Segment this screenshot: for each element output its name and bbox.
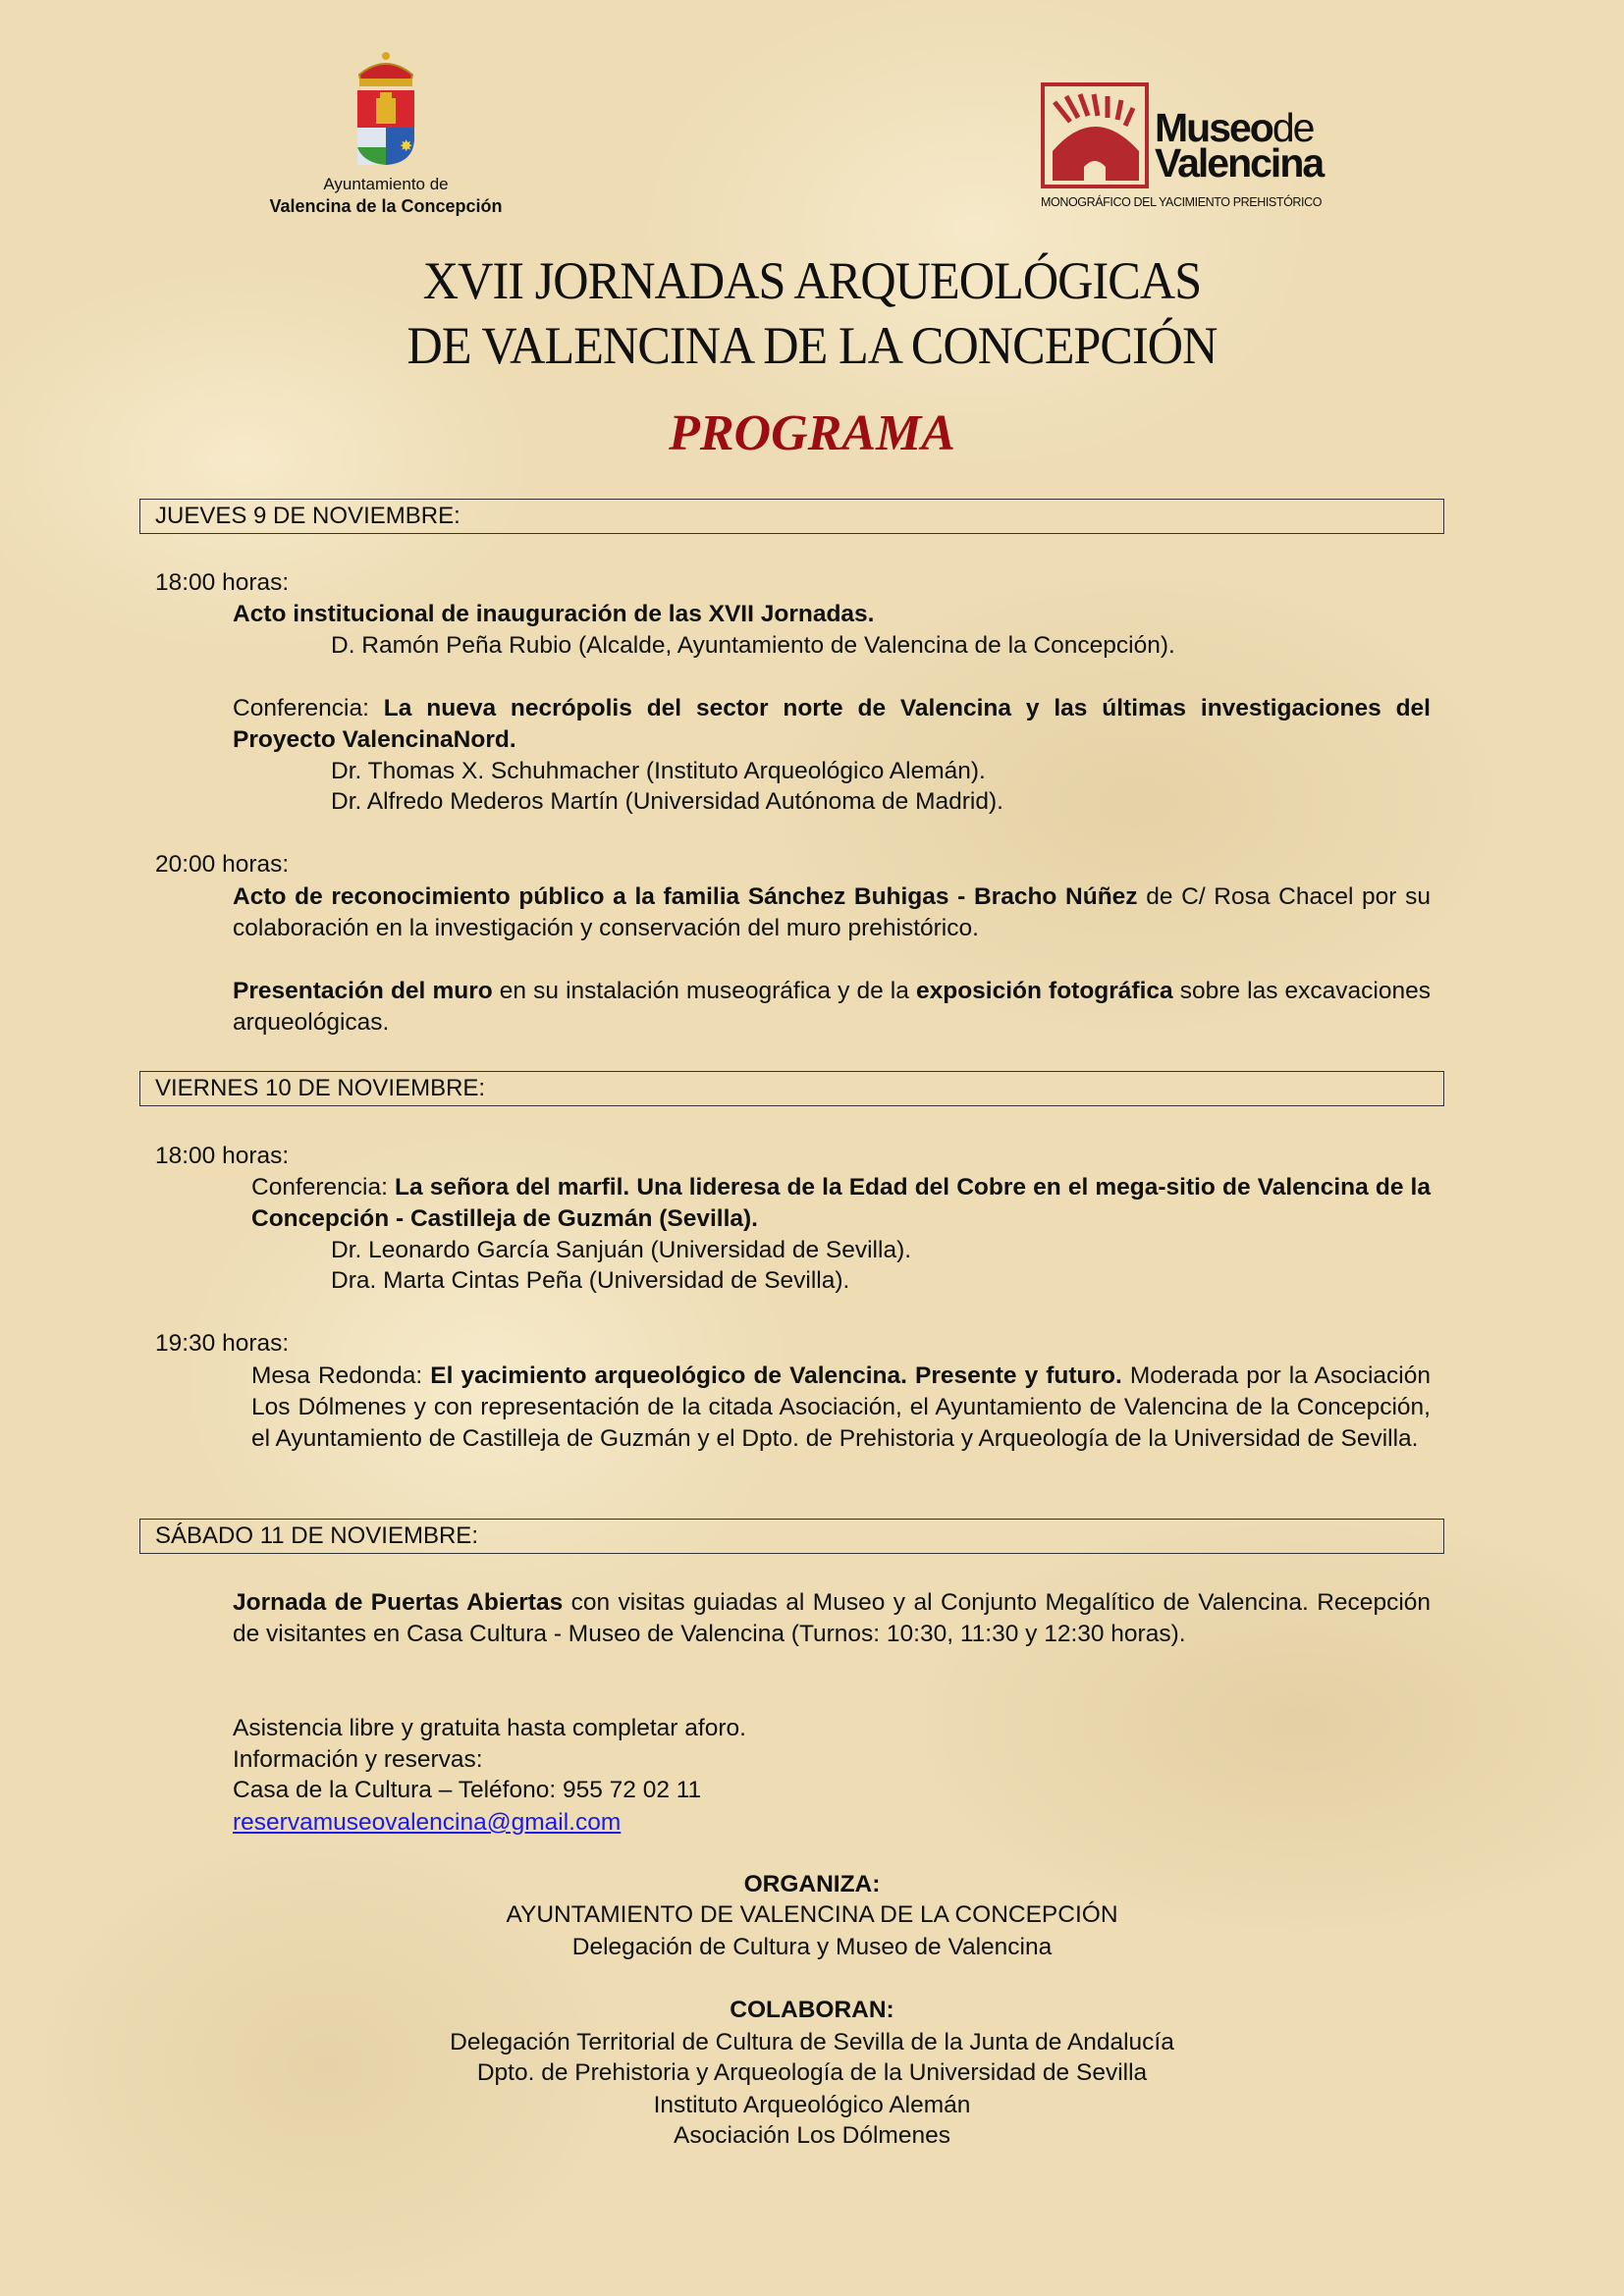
email-link[interactable]: reservamuseovalencina@gmail.com <box>233 1809 622 1836</box>
conference-paragraph <box>251 1172 1431 1235</box>
acto-title: Acto institucional de inauguración de las XVII Jornadas. <box>233 601 875 627</box>
organiza-heading <box>0 1869 1624 1900</box>
pres-b1: Presentación del muro <box>233 978 493 1004</box>
museo-logo <box>1039 80 1363 213</box>
colaboran-heading-text: COLABORAN: <box>730 1997 894 2023</box>
conference-paragraph <box>233 693 1431 756</box>
rec-rest: de C/ Rosa Chacel por su colaboración en la investigación y conservación del muro prehistórico. <box>233 883 1431 941</box>
colaboran-line: Instituto Arqueológico Alemán <box>653 2092 971 2118</box>
museo-subtitle: MONOGRÁFICO DEL YACIMIENTO PREHISTÓRICO <box>1041 195 1323 209</box>
conf-prefix: Conferencia: <box>233 695 384 721</box>
presentation-paragraph <box>233 976 1431 1039</box>
colaboran-line: Delegación Territorial de Cultura de Sevilla de la Junta de Andalucía <box>450 2029 1174 2056</box>
colaboran-line: Dpto. de Prehistoria y Arqueología de la Universidad de Sevilla <box>476 2059 1148 2086</box>
round-table-paragraph <box>251 1361 1431 1455</box>
mesa-title: El yacimiento arqueológico de Valencina. Presente y futuro. <box>430 1362 1122 1389</box>
day-header-jueves: JUEVES 9 DE NOVIEMBRE: <box>139 499 1444 534</box>
info-line: Casa de la Cultura – Teléfono: 955 72 02 11 <box>233 1777 702 1803</box>
recognition-paragraph <box>233 881 1431 944</box>
email-line <box>233 1807 621 1839</box>
pres-b2: exposición fotográfica <box>915 978 1173 1004</box>
ayuntamiento-line1: Ayuntamiento de <box>323 175 449 193</box>
mesa-rest: Moderada por la Asociación Los Dólmenes y con representación de la citada Asociación, el Ayuntamiento de Valencina de la Concepción, el Ayuntamiento de Castilleja de Guzmán y el Dpto. de Prehistoria y Arqueología de la Universidad de Sevilla. <box>251 1362 1431 1452</box>
speaker: Dra. Marta Cintas Peña (Universidad de Sevilla). <box>331 1267 850 1294</box>
colaboran-line: Asociación Los Dólmenes <box>674 2122 950 2149</box>
event-title <box>233 599 874 630</box>
museo-de: de <box>1272 105 1314 150</box>
conf-prefix: Conferencia: <box>251 1174 396 1201</box>
open-day-paragraph <box>233 1587 1431 1650</box>
jornada-bold: Jornada de Puertas Abiertas <box>233 1589 564 1616</box>
title-line1: XVII JORNADAS ARQUEOLÓGICAS <box>422 251 1202 310</box>
ayuntamiento-logo <box>257 49 514 226</box>
colaboran-heading <box>0 1995 1624 2026</box>
museo-emblem-icon <box>1041 82 1149 188</box>
speaker: Dr. Thomas X. Schuhmacher (Instituto Arqueológico Alemán). <box>331 758 986 784</box>
programa-heading: PROGRAMA <box>669 405 955 461</box>
speaker: D. Ramón Peña Rubio (Alcalde, Ayuntamiento de Valencina de la Concepción). <box>331 632 1175 659</box>
coat-of-arms-icon <box>350 49 422 167</box>
conf-title: La nueva necrópolis del sector norte de Valencina y las últimas investigaciones del Proyecto ValencinaNord. <box>233 695 1431 753</box>
time-2000: 20:00 horas: <box>155 851 290 878</box>
day-header-viernes: VIERNES 10 DE NOVIEMBRE: <box>139 1071 1444 1106</box>
conf-title: La señora del marfil. Una lideresa de la Edad del Cobre en el mega-sitio de Valencina de la Concepción - Castilleja de Guzmán (Sevilla). <box>251 1174 1431 1232</box>
jornada-rest: con visitas guiadas al Museo y al Conjunto Megalítico de Valencina. Recepción de visitantes en Casa Cultura - Museo de Valencina (Turnos: 10:30, 11:30 y 12:30 horas). <box>233 1589 1432 1647</box>
svg-text:✸: ✸ <box>400 138 413 155</box>
speaker: Dr. Alfredo Mederos Martín (Universidad Autónoma de Madrid). <box>331 788 1003 815</box>
speaker: Dr. Leonardo García Sanjuán (Universidad de Sevilla). <box>331 1237 912 1263</box>
time-1930: 19:30 horas: <box>155 1330 290 1357</box>
mesa-prefix: Mesa Redonda: <box>251 1362 431 1389</box>
ayuntamiento-line2: Valencina de la Concepción <box>269 196 503 216</box>
day-header-sabado: SÁBADO 11 DE NOVIEMBRE: <box>139 1519 1444 1554</box>
pres-t1: en su instalación museográfica y de la <box>492 978 916 1004</box>
info-line: Información y reservas: <box>233 1746 483 1773</box>
title-line2: DE VALENCINA DE LA CONCEPCIÓN <box>406 316 1218 375</box>
organiza-line: Delegación de Cultura y Museo de Valencina <box>571 1934 1053 1960</box>
organiza-heading-text: ORGANIZA: <box>743 1871 881 1897</box>
museo-line2: Valencina <box>1155 140 1324 186</box>
time-1800: 18:00 horas: <box>155 1143 290 1169</box>
museo-word: Museo <box>1155 105 1272 150</box>
rec-bold: Acto de reconocimiento público a la familia Sánchez Buhigas - Bracho Núñez <box>233 883 1138 910</box>
organiza-line: AYUNTAMIENTO DE VALENCINA DE LA CONCEPCIÓN <box>506 1901 1118 1928</box>
info-line: Asistencia libre y gratuita hasta completar aforo. <box>233 1715 746 1741</box>
pres-t2: sobre las excavaciones arqueológicas. <box>233 978 1431 1036</box>
time-1800: 18:00 horas: <box>155 569 290 596</box>
